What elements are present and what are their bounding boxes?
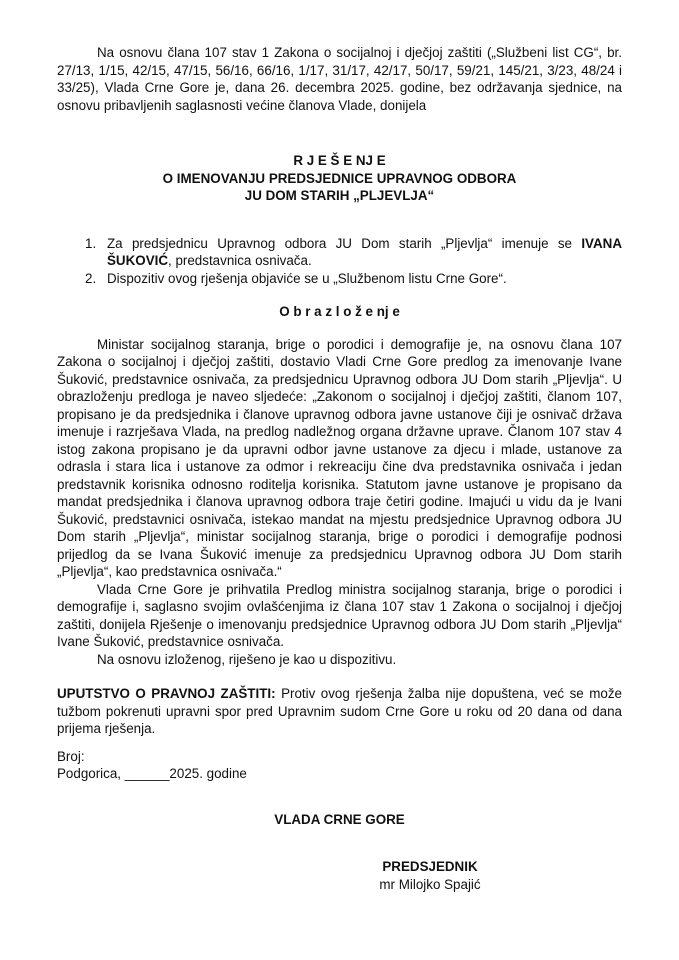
place-date-line: Podgorica, ______2025. godine [57,766,247,781]
title-line-3: JU DOM STARIH „PLJEVLJA“ [244,188,435,203]
item-1-number: 1. [85,235,97,251]
signature-title: PREDSJEDNIK [382,859,478,874]
legal-notice-text: Protiv ovog rješenja žalba nije dopuštena, već se može tužbom pokrenuti upravni spor pred Upravnim sudom Crne Gore u roku od 20 dana od dana prijema rješenja. [57,686,622,736]
signature-block [320,858,540,893]
reference-block [57,748,622,783]
intro-paragraph: Na osnovu člana 107 stav 1 Zakona o socijalnoj i dječjoj zaštiti („Službeni list CG“, br. 27/13, 1/15, 42/15, 47/15, 56/16, 66/16, 1/17, 31/17, 42/17, 50/17, 59/21, 145/21, 3/23, 48/24 i 33/25), Vlada Crne Gore je, dana 26. decembra 2025. godine, bez održavanja sjednice, na osnovu pribavljenih saglasnosti većine članova Vlade, donijela [57,45,622,113]
signature-name: mr Milojko Spajić [379,876,481,892]
legal-notice [57,685,622,738]
item-2-text: Dispozitiv ovog rješenja objaviće se u „Službenom listu Crne Gore“. [107,270,507,286]
list-item-1 [57,235,622,270]
number-label: Broj: [57,748,85,764]
legal-notice-label: UPUTSTVO O PRAVNOJ ZAŠTITI: [57,686,276,701]
title-line-2: O IMENOVANJU PREDSJEDNICE UPRAVNOG ODBORA [162,170,517,186]
explanation-paragraph-3: Na osnovu izloženog, riješeno je kao u dispozitivu. [97,651,397,667]
item-2-number: 2. [85,270,97,286]
decision-items [57,235,622,288]
item-1-text-after: , predstavnica osnivača. [168,253,312,268]
title-line-1: R J E Š E NJ E [293,153,386,168]
item-1-text-before: Za predsjednicu Upravnog odbora JU Dom starih „Pljevlja“ imenuje se [107,235,582,251]
appointee-name: IVANA ŠUKOVIĆ [107,235,622,268]
explanation-heading: O b r a z l o ž e nj e [279,304,400,319]
explanation-paragraph-2: Vlada Crne Gore je prihvatila Predlog ministra socijalnog staranja, brige o porodici i demografije i, saglasno svojim ovlašćenjima iz člana 107 stav 1 Zakona o socijalnoj i dječjoj zaštiti, donijela Rješenje o imenovanju predsjednice Upravnog odbora JU Dom starih „Pljevlja“ Ivane Šuković, predstavnice osnivača. [57,581,622,649]
decision-title [57,152,622,205]
list-item-2 [57,270,622,288]
government-name: VLADA CRNE GORE [274,811,405,827]
explanation-paragraph-1: Ministar socijalnog staranja, brige o porodici i demografije je, na osnovu člana 107 Zakona o socijalnoj i dječjoj zaštiti, dostavio Vladi Crne Gore predlog za imenovanje Ivane Šuković, predstavnice osnivača, za predsjednicu Upravnog odbora JU Dom starih „Pljevlja“. U obrazloženju predloga je naveo sljedeće: „Zakonom o socijalnoj i dječjoj zaštiti, članom 107, propisano je da predsjednika i članove upravnog odbora javne ustanove čiji je osnivač država imenuje i razrješava Vlada, na predlog nadležnog organa državne uprave. Članom 107 stav 4 istog zakona propisano je da upravni odbor javne ustanove za djecu i mlade, ustanove za odrasla i stara lica i ustanove za odmor i rekreaciju čine dva predstavnika osnivača i jedan predstavnik korisnika odnosno roditelja korisnika. Statutom javne ustanove je propisano da mandat predsjednika i članova upravnog odbora traje četiri godine. Imajući u vidu da je Ivani Šuković, predstavnici osnivača, istekao mandat na mjestu predsjednice Upravnog odbora JU Dom starih „Pljevlja“, ministar socijalnog staranja, brige o porodici i demografije podnosi prijedlog da se Ivana Šuković imenuje za predsjednicu Upravnog odbora JU Dom starih „Pljevlja“, kao predstavnica osnivača.“ [57,336,622,579]
